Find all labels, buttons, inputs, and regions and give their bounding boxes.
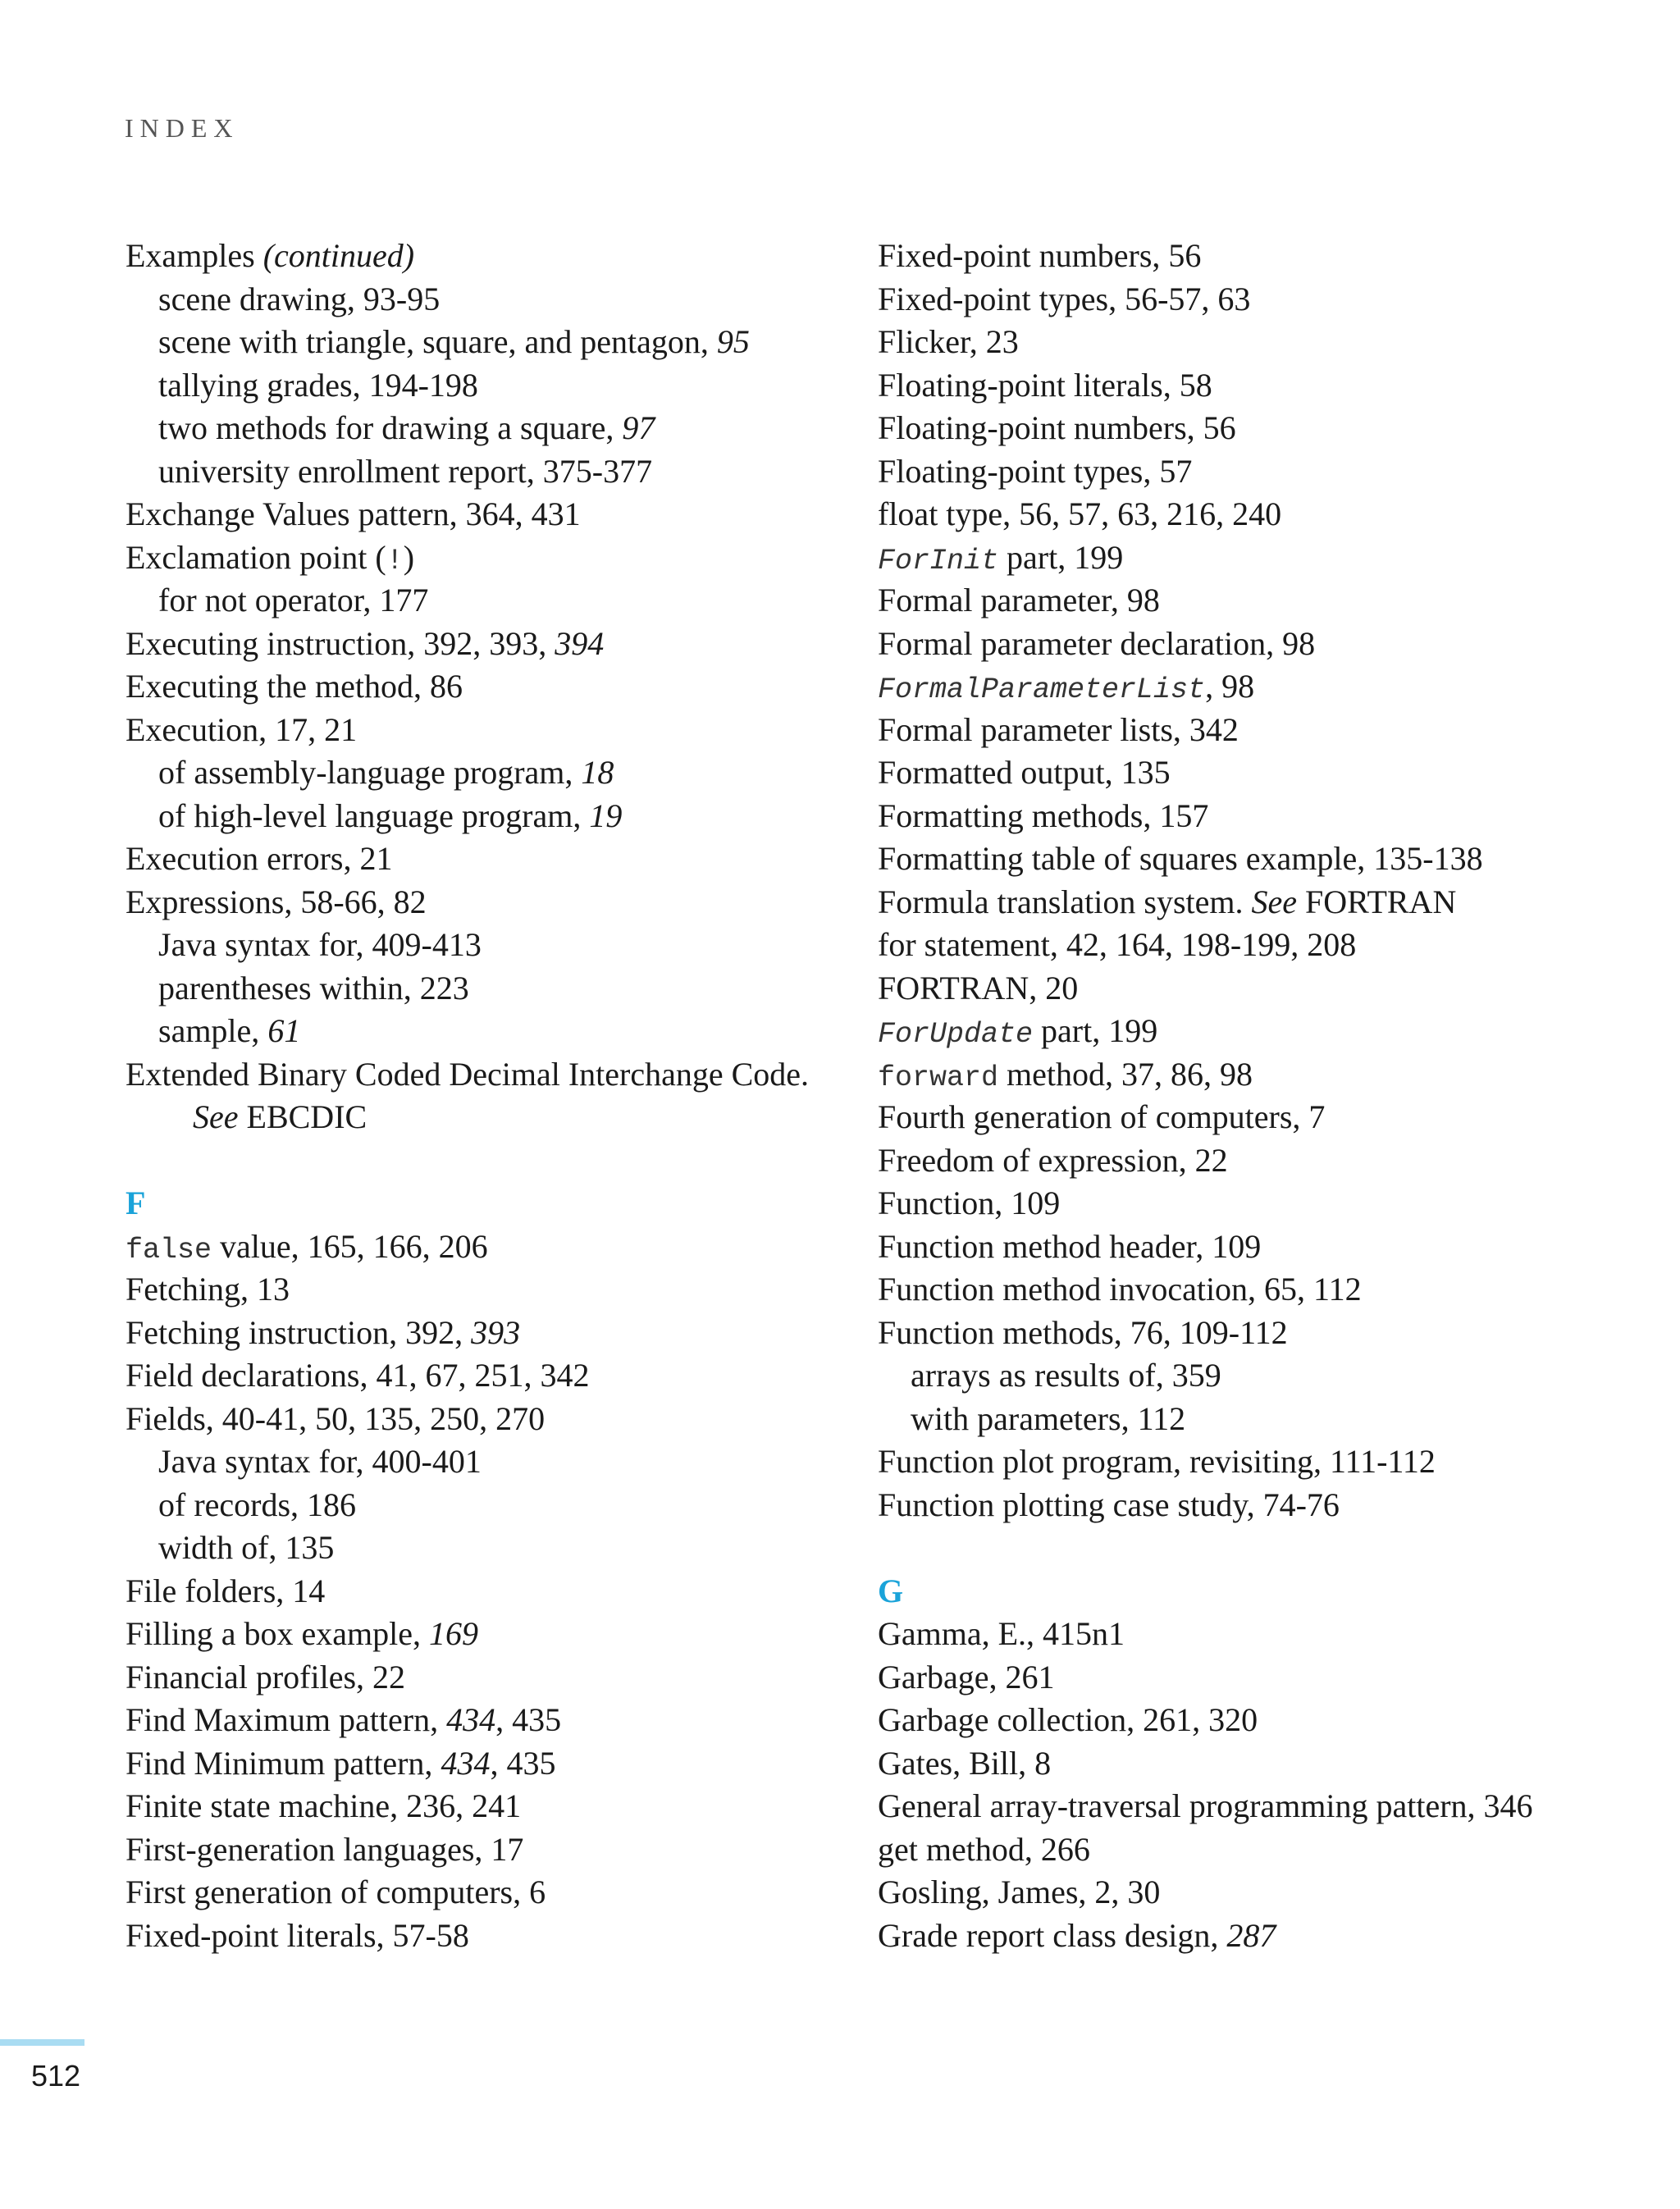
entry-text: 434: [446, 1701, 496, 1738]
entry-text: arrays as results of, 359: [911, 1357, 1221, 1394]
entry-text: Examples: [126, 237, 263, 274]
entry-text: Executing instruction, 392, 393,: [126, 624, 555, 662]
entry-text: 19: [589, 796, 623, 834]
index-entry: [878, 838, 1632, 881]
index-entry: [878, 450, 1632, 494]
index-entry: [878, 321, 1632, 364]
entry-text: See: [193, 1098, 239, 1135]
index-entry: [126, 665, 847, 709]
index-entry: [878, 1915, 1632, 1958]
index-entry: [878, 235, 1632, 278]
entry-text: Function method invocation, 65, 112: [878, 1271, 1362, 1308]
entry-text: Financial profiles, 22: [126, 1658, 406, 1696]
section-letter-text: G: [878, 1572, 904, 1609]
entry-text: 393: [471, 1313, 521, 1351]
entry-text: 95: [716, 323, 750, 360]
index-subentry: [126, 1440, 847, 1484]
entry-text: Fixed-point literals, 57-58: [126, 1916, 469, 1954]
entry-text: Garbage, 261: [878, 1658, 1055, 1696]
index-entry: [878, 665, 1632, 709]
entry-text: Fetching instruction, 392,: [126, 1313, 472, 1351]
entry-text: 169: [428, 1615, 478, 1652]
entry-text: ForUpdate: [878, 1018, 1034, 1051]
index-entry: [126, 1915, 847, 1958]
index-entry: [126, 1699, 847, 1742]
index-entry: [126, 1312, 847, 1355]
entry-text: Flicker, 23: [878, 323, 1019, 360]
entry-text: Exchange Values pattern, 364, 431: [126, 495, 581, 532]
entry-text: General array-traversal programming pattern, 346: [878, 1787, 1533, 1824]
entry-text: university enrollment report, 375-377: [158, 452, 653, 490]
index-subentry: [126, 450, 847, 494]
entry-text: ): [403, 538, 415, 576]
entry-text: 434: [441, 1744, 491, 1782]
index-entry: [126, 536, 847, 580]
entry-text: Gosling, James, 2, 30: [878, 1874, 1161, 1910]
entry-text: Fixed-point numbers, 56: [878, 237, 1202, 274]
entry-text: for not operator, 177: [158, 582, 429, 618]
index-entry: [878, 1484, 1632, 1527]
index-subentry: [126, 321, 847, 364]
index-entry: [878, 924, 1632, 967]
index-entry: [878, 1656, 1632, 1700]
entry-text: tallying grades, 194-198: [158, 366, 478, 404]
entry-text: Function method header, 109: [878, 1227, 1262, 1265]
index-entry: [126, 1871, 847, 1915]
section-letter-text: F: [126, 1184, 146, 1221]
entry-text: Formal parameter, 98: [878, 582, 1160, 618]
section-letter: [878, 1570, 1632, 1613]
index-subentry: [126, 1096, 847, 1139]
entry-text: two methods for drawing a square,: [158, 409, 623, 446]
index-entry: [126, 1398, 847, 1441]
running-head: INDEX: [125, 113, 240, 143]
index-entry: [878, 1440, 1632, 1484]
entry-text: width of, 135: [158, 1529, 335, 1566]
entry-text: Java syntax for, 400-401: [158, 1443, 482, 1480]
entry-text: forward: [878, 1061, 999, 1094]
index-entry: [878, 967, 1632, 1011]
entry-text: Garbage collection, 261, 320: [878, 1701, 1258, 1738]
index-subentry: [126, 579, 847, 623]
entry-text: sample,: [158, 1012, 268, 1049]
entry-text: Freedom of expression, 22: [878, 1141, 1228, 1179]
entry-text: Gates, Bill, 8: [878, 1744, 1052, 1782]
entry-text: ForInit: [878, 544, 999, 577]
entry-text: Finite state machine, 236, 241: [126, 1787, 522, 1824]
entry-text: Fourth generation of computers, 7: [878, 1098, 1326, 1135]
entry-text: Formal parameter declaration, 98: [878, 624, 1316, 662]
entry-text: of high-level language program,: [158, 796, 590, 834]
entry-text: Function methods, 76, 109-112: [878, 1313, 1288, 1351]
index-entry: [878, 1053, 1632, 1097]
entry-text: EBCDIC: [238, 1098, 368, 1135]
index-entry: [126, 1828, 847, 1872]
entry-text: , 435: [495, 1701, 562, 1738]
page-number-bar: [0, 2039, 84, 2046]
index-entry: [878, 1785, 1632, 1828]
entry-text: !: [386, 544, 404, 577]
entry-text: float type, 56, 57, 63, 216, 240: [878, 495, 1282, 532]
entry-text: 394: [555, 624, 605, 662]
index-entry: [878, 795, 1632, 838]
index-entry: [878, 709, 1632, 752]
entry-text: Grade report class design,: [878, 1916, 1227, 1954]
index-entry: [126, 623, 847, 666]
entry-text: Formal parameter lists, 342: [878, 710, 1239, 748]
page-number: 512: [31, 2059, 81, 2093]
entry-text: FormalParameterList: [878, 673, 1206, 706]
entry-text: First generation of computers, 6: [126, 1874, 546, 1910]
index-entry: [126, 1613, 847, 1656]
index-entry: [126, 1570, 847, 1613]
entry-text: 61: [267, 1012, 301, 1049]
entry-text: Function plotting case study, 74-76: [878, 1486, 1340, 1523]
index-entry: [878, 1742, 1632, 1786]
entry-text: First-generation languages, 17: [126, 1830, 524, 1868]
index-entry: [126, 1053, 847, 1097]
entry-text: scene with triangle, square, and pentagon,: [158, 323, 717, 360]
index-entry: [878, 278, 1632, 322]
entry-text: of records, 186: [158, 1486, 357, 1523]
entry-text: scene drawing, 93-95: [158, 280, 441, 317]
entry-text: 97: [622, 409, 655, 446]
index-entry: [878, 881, 1632, 924]
index-entry: [126, 1785, 847, 1828]
entry-text: get method, 266: [878, 1830, 1090, 1868]
entry-text: with parameters, 112: [911, 1399, 1186, 1437]
entry-text: value, 165, 166, 206: [212, 1227, 488, 1265]
index-entry: [878, 536, 1632, 580]
index-subentry: [126, 278, 847, 322]
entry-text: FORTRAN, 20: [878, 969, 1079, 1006]
index-entry: [126, 1742, 847, 1786]
entry-text: of assembly-language program,: [158, 754, 582, 791]
entry-text: Formatting table of squares example, 135-138: [878, 840, 1483, 877]
entry-text: method, 37, 86, 98: [998, 1055, 1253, 1093]
entry-text: Function plot program, revisiting, 111-112: [878, 1443, 1436, 1480]
index-entry: [878, 1096, 1632, 1139]
entry-text: 18: [581, 754, 614, 791]
entry-text: Filling a box example,: [126, 1615, 429, 1652]
entry-text: See: [1251, 883, 1298, 920]
index-subentry: [126, 1010, 847, 1053]
entry-text: Execution, 17, 21: [126, 710, 358, 748]
entry-text: part, 199: [1033, 1012, 1158, 1049]
entry-text: Fields, 40-41, 50, 135, 250, 270: [126, 1399, 546, 1437]
index-entry: [878, 364, 1632, 408]
index-entry: [126, 235, 847, 278]
index-entry: [126, 1354, 847, 1398]
index-entry: [126, 838, 847, 881]
entry-text: Function, 109: [878, 1184, 1061, 1221]
index-entry: [878, 751, 1632, 795]
index-subentry: [126, 407, 847, 450]
entry-text: false: [126, 1233, 212, 1267]
entry-text: 287: [1226, 1916, 1276, 1954]
index-subentry: [126, 924, 847, 967]
index-entry: [878, 493, 1632, 536]
index-column-left: [126, 235, 847, 1957]
index-entry: [878, 1225, 1632, 1269]
index-subentry: [878, 1398, 1632, 1441]
entry-text: Fixed-point types, 56-57, 63: [878, 280, 1251, 317]
entry-text: Fetching, 13: [126, 1271, 290, 1308]
index-entry: [878, 1139, 1632, 1183]
entry-text: Exclamation point (: [126, 538, 386, 576]
entry-text: parentheses within, 223: [158, 969, 469, 1006]
index-entry: [126, 493, 847, 536]
index-column-right: [878, 235, 1632, 1957]
index-entry: [878, 579, 1632, 623]
index-entry: [126, 881, 847, 924]
entry-text: (continued): [262, 237, 415, 274]
index-entry: [878, 1268, 1632, 1312]
entry-text: Formatted output, 135: [878, 754, 1171, 791]
index-entry: [126, 1268, 847, 1312]
entry-text: Extended Binary Coded Decimal Interchange Code.: [126, 1055, 810, 1093]
entry-text: Field declarations, 41, 67, 251, 342: [126, 1357, 590, 1394]
index-subentry: [126, 751, 847, 795]
index-subentry: [126, 364, 847, 408]
entry-text: Find Maximum pattern,: [126, 1701, 447, 1738]
entry-text: Formatting methods, 157: [878, 796, 1209, 834]
entry-text: , 98: [1205, 668, 1255, 705]
entry-text: FORTRAN: [1297, 883, 1457, 920]
entry-text: File folders, 14: [126, 1572, 326, 1609]
entry-text: Floating-point literals, 58: [878, 366, 1212, 404]
entry-text: Execution errors, 21: [126, 840, 393, 877]
entry-text: Formula translation system.: [878, 883, 1252, 920]
index-subentry: [878, 1354, 1632, 1398]
entry-text: for statement, 42, 164, 198-199, 208: [878, 926, 1357, 963]
entry-text: Expressions, 58-66, 82: [126, 883, 427, 920]
index-entry: [878, 1613, 1632, 1656]
index-entry: [878, 1828, 1632, 1872]
index-subentry: [126, 1527, 847, 1570]
entry-text: Floating-point numbers, 56: [878, 409, 1236, 446]
entry-text: Floating-point types, 57: [878, 452, 1193, 490]
index-entry: [878, 1312, 1632, 1355]
index-entry: [126, 1225, 847, 1269]
entry-text: Executing the method, 86: [126, 668, 463, 705]
entry-text: Java syntax for, 409-413: [158, 926, 482, 963]
index-subentry: [126, 795, 847, 838]
entry-text: Find Minimum pattern,: [126, 1744, 441, 1782]
index-entry: [878, 623, 1632, 666]
index-entry: [878, 1871, 1632, 1915]
index-entry: [878, 1699, 1632, 1742]
entry-text: part, 199: [998, 538, 1124, 576]
entry-text: Gamma, E., 415n1: [878, 1615, 1125, 1652]
entry-text: , 435: [490, 1744, 556, 1782]
index-entry: [126, 1656, 847, 1700]
index-entry: [126, 709, 847, 752]
index-entry: [878, 407, 1632, 450]
section-letter: [126, 1182, 847, 1225]
index-subentry: [126, 967, 847, 1011]
index-entry: [878, 1182, 1632, 1225]
index-subentry: [126, 1484, 847, 1527]
index-entry: [878, 1010, 1632, 1053]
